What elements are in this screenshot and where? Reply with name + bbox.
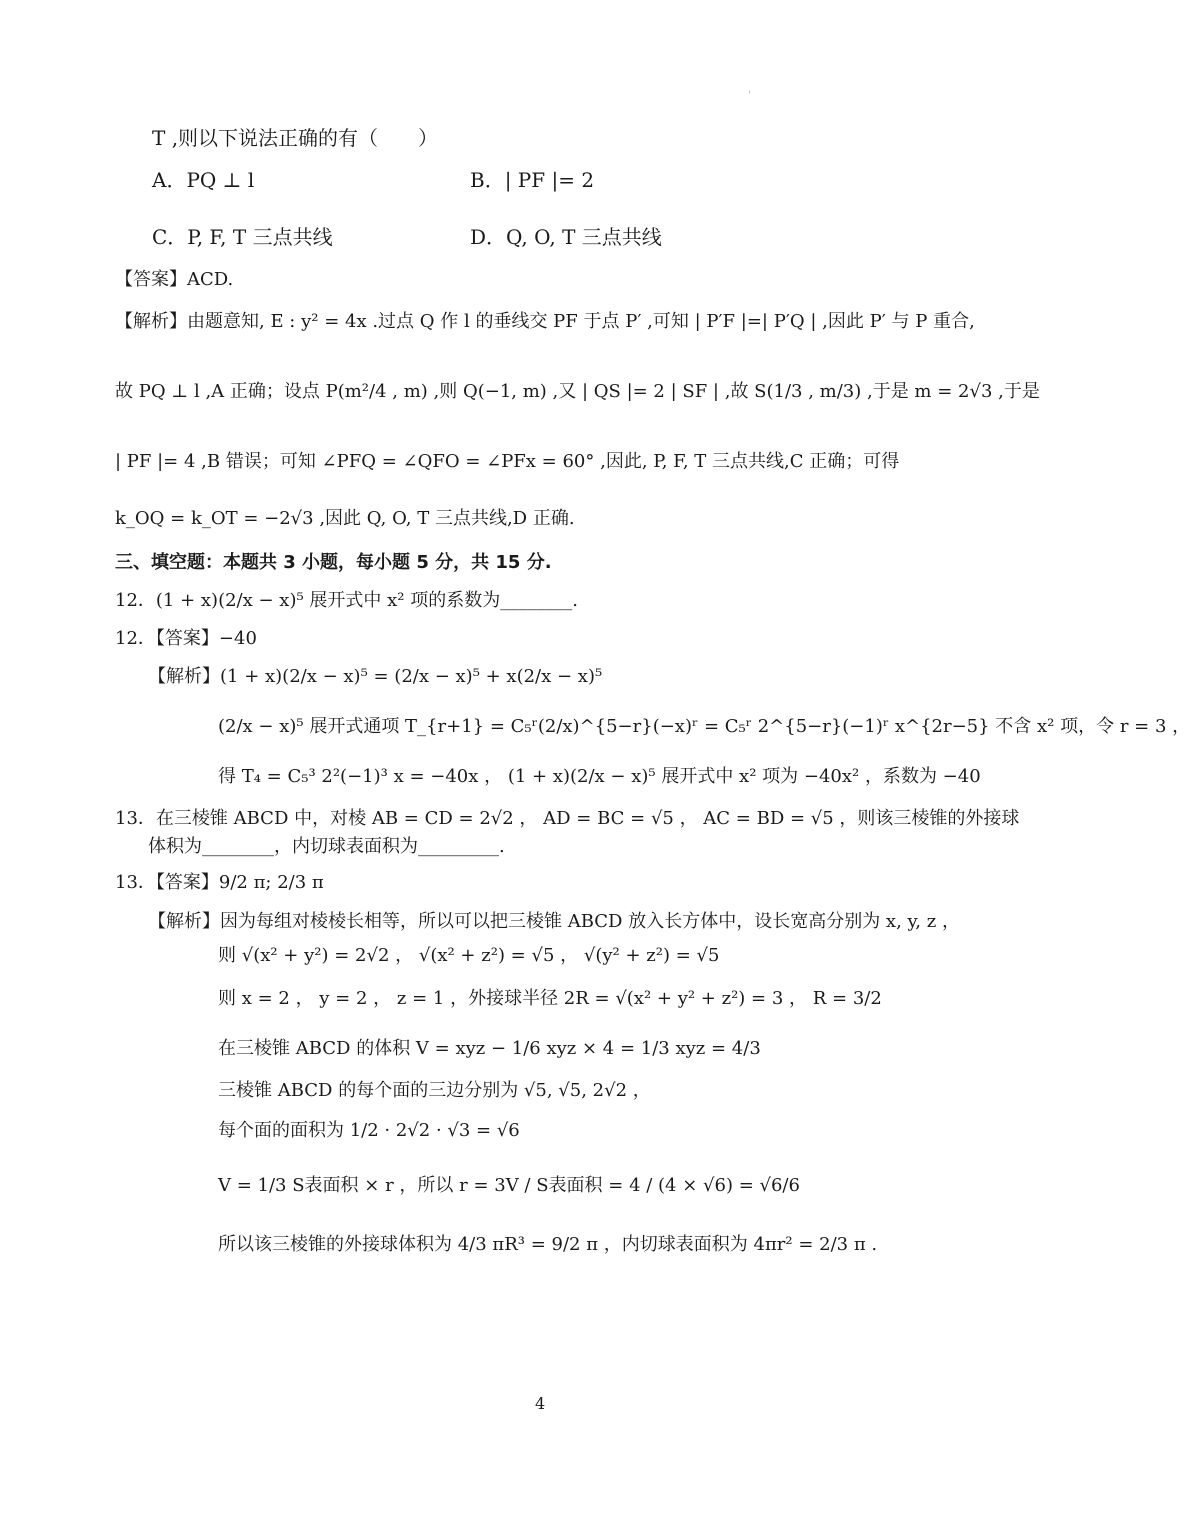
section-3-title: 三、填空题：本题共 3 小题，每小题 5 分，共 15 分.	[115, 552, 552, 573]
answer-12: 12．【答案】−40	[115, 628, 257, 649]
scan-mark: '	[748, 90, 751, 101]
page-number: 4	[535, 1394, 546, 1413]
analysis-13-line-8: 所以该三棱锥的外接球体积为 4/3 πR³ = 9/2 π ，内切球表面积为 4πr² = 2/3 π .	[218, 1234, 878, 1255]
analysis-13-line-3: 则 x = 2 ， y = 2 ， z = 1 ，外接球半径 2R = √(x² + y² + z²) = 3 ， R = 3/2	[218, 988, 882, 1009]
analysis-11-line-2: 故 PQ ⊥ l ,A 正确；设点 P(m²/4 , m) ,则 Q(−1, m) ,又 | QS |= 2 | SF | ,故 S(1/3 , m/3) ,于是 m = 2√3 ,于是	[115, 381, 1040, 402]
analysis-12-line-3: 得 T₄ = C₅³ 2²(−1)³ x = −40x ， (1 + x)(2/x − x)⁵ 展开式中 x² 项为 −40x² ，系数为 −40	[218, 766, 981, 787]
analysis-13-line-1: 【解析】因为每组对棱棱长相等，所以可以把三棱锥 ABCD 放入长方体中，设长宽高分别为 x, y, z ，	[148, 911, 960, 932]
question-13-line-1: 13．在三棱锥 ABCD 中，对棱 AB = CD = 2√2 ， AD = BC = √5 ， AC = BD = √5 ，则该三棱锥的外接球	[115, 808, 1020, 829]
option-c: C．P, F, T 三点共线	[152, 225, 333, 249]
analysis-12-line-1: 【解析】(1 + x)(2/x − x)⁵ = (2/x − x)⁵ + x(2/x − x)⁵	[148, 666, 603, 687]
answer-13: 13．【答案】9/2 π; 2/3 π	[115, 872, 324, 893]
q11-stem-tail: T ,则以下说法正确的有（ ）	[152, 126, 439, 150]
analysis-11-line-3: | PF |= 4 ,B 错误；可知 ∠PFQ = ∠QFO = ∠PFx = 60° ,因此, P, F, T 三点共线,C 正确；可得	[115, 451, 900, 472]
analysis-12-line-2: (2/x − x)⁵ 展开式通项 T_{r+1} = C₅ʳ(2/x)^{5−r}(−x)ʳ = C₅ʳ 2^{5−r}(−1)ʳ x^{2r−5} 不含 x² 项，令 r = 3 ，	[218, 716, 1190, 737]
option-d: D．Q, O, T 三点共线	[470, 225, 662, 249]
analysis-11-line-4: k_OQ = k_OT = −2√3 ,因此 Q, O, T 三点共线,D 正确.	[115, 508, 575, 529]
option-a: A．PQ ⊥ l	[152, 168, 255, 192]
analysis-13-line-4: 在三棱锥 ABCD 的体积 V = xyz − 1/6 xyz × 4 = 1/3 xyz = 4/3	[218, 1038, 761, 1059]
analysis-13-line-6: 每个面的面积为 1/2 · 2√2 · √3 = √6	[218, 1120, 520, 1141]
answer-11: 【答案】ACD.	[115, 269, 234, 290]
question-13-line-2: 体积为________，内切球表面积为_________.	[148, 836, 505, 857]
analysis-13-line-2: 则 √(x² + y²) = 2√2 ， √(x² + z²) = √5 ， √(y² + z²) = √5	[218, 945, 720, 966]
analysis-11-line-1: 【解析】由题意知, E : y² = 4x .过点 Q 作 l 的垂线交 PF 于点 P′ ,可知 | P′F |=| P′Q | ,因此 P′ 与 P 重合,	[115, 311, 975, 332]
analysis-13-line-7: V = 1/3 S表面积 × r ，所以 r = 3V / S表面积 = 4 / (4 × √6) = √6/6	[218, 1175, 800, 1196]
analysis-13-line-5: 三棱锥 ABCD 的每个面的三边分别为 √5, √5, 2√2 ，	[218, 1080, 651, 1101]
question-12: 12．(1 + x)(2/x − x)⁵ 展开式中 x² 项的系数为________.	[115, 590, 578, 611]
option-b: B．| PF |= 2	[470, 168, 595, 192]
